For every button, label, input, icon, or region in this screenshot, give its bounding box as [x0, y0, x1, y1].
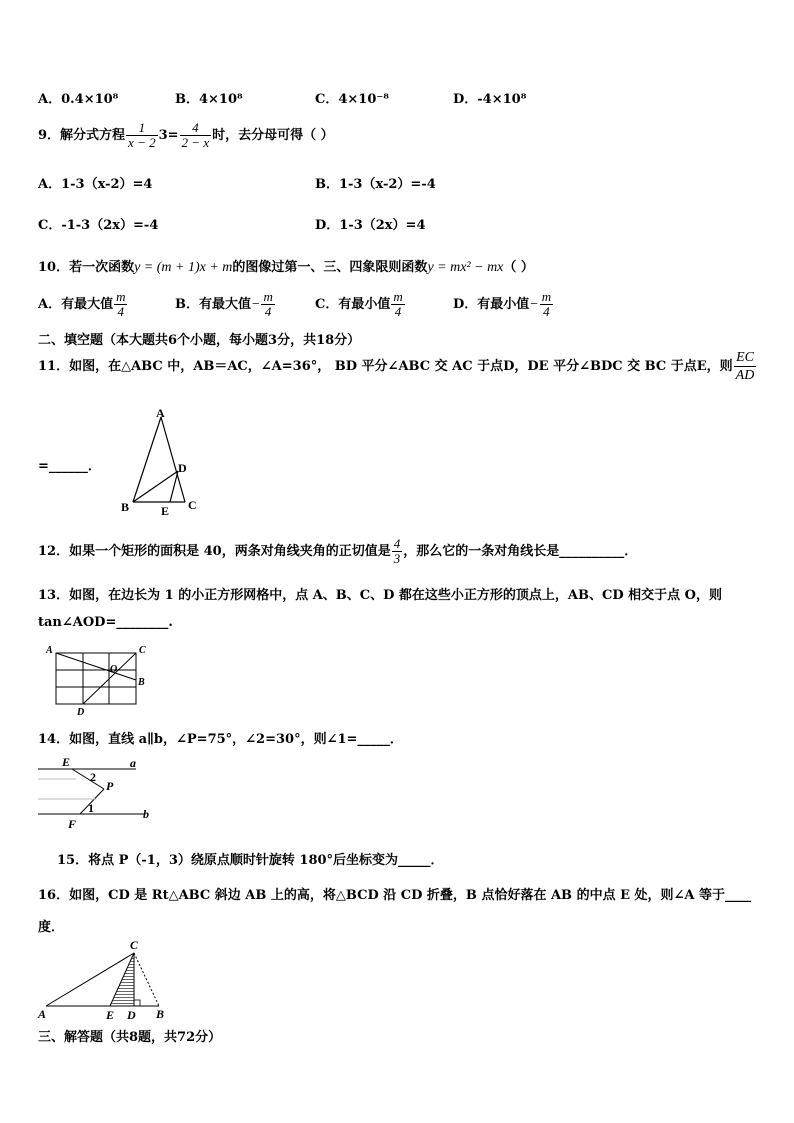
q16-label-d: D — [127, 1008, 136, 1021]
q9-option-b: B．1-3（x-2）=-4 — [315, 177, 436, 192]
q11-label-b: B — [121, 500, 130, 514]
q14-label-b: b — [143, 807, 149, 821]
q13-label-b: B — [138, 677, 145, 688]
q9-suffix: 时，去分母可得（ ） — [212, 128, 334, 143]
q9-option-a: A．1-3（x-2）=4 — [38, 177, 153, 192]
q10-c-label: C．有最小值 — [315, 297, 391, 312]
q16-side-cb-dashed — [134, 953, 159, 1006]
q13-grid-border — [56, 653, 136, 704]
q9-prefix: 9．解分式方程 — [38, 128, 126, 143]
q11-label-c: C — [188, 498, 197, 512]
q10-b-den: 4 — [264, 304, 272, 319]
q9-fraction-2 — [180, 121, 212, 150]
q11-stem — [38, 349, 757, 384]
q16-label-c: C — [130, 938, 139, 952]
q13-label-o: O — [110, 664, 118, 675]
q10-a-label: A．有最大值 — [38, 297, 114, 312]
q14-label-2: 2 — [90, 770, 96, 784]
q16-right-angle-mark — [134, 1000, 140, 1006]
q13-label-a: A — [46, 645, 53, 656]
q13-label-c: C — [139, 645, 146, 656]
q14-label-a: a — [130, 756, 136, 770]
q13-label-d: D — [77, 707, 85, 718]
section-2-heading: 二、填空题（本大题共6个小题，每小题3分，共18分） — [38, 333, 361, 348]
q12-fraction — [392, 537, 403, 566]
q12-prefix: 12．如果一个矩形的面积是 40，两条对角线夹角的正切值是 — [38, 544, 391, 559]
q12-frac-den: 3 — [393, 551, 401, 566]
q10-option-a — [38, 290, 128, 319]
q12-suffix: ，那么它的一条对角线长是__________． — [403, 544, 638, 559]
q11-label-e: E — [161, 504, 170, 515]
q10-stem — [38, 256, 534, 276]
q9-mid: 3= — [158, 128, 179, 143]
q14-label-f: F — [68, 817, 77, 831]
q16-line2: 度． — [38, 920, 65, 935]
q11-frac-num: EC — [734, 349, 757, 367]
section-3-heading: 三、解答题（共8题，共72分） — [38, 1030, 222, 1045]
q11-text: 11．如图，在△ABC 中，AB＝AC，∠A=36°， BD 平分∠ABC 交 AC 于点D，DE 平分∠BDC 交 BC 于点E，则 — [38, 359, 733, 374]
q13-grid-figure — [44, 643, 154, 718]
q10-a-num: m — [116, 289, 126, 304]
q9-fraction-1 — [126, 121, 158, 150]
q10-c-frac — [391, 290, 404, 319]
q10-d-den: 4 — [543, 304, 550, 319]
q10-d-frac — [540, 290, 553, 319]
q10-eq2: y = mx² − mx — [427, 260, 504, 275]
q15-stem: 15．将点 P（-1，3）绕原点顺时针旋转 180°后坐标变为_____． — [57, 853, 444, 868]
q14-figure — [36, 752, 161, 832]
q10-suffix: （ ） — [503, 260, 534, 275]
q14-label-1: 1 — [88, 801, 94, 815]
q14-label-p: P — [106, 779, 114, 793]
q9-f2-num: 4 — [180, 121, 212, 136]
q16-label-e: E — [106, 1008, 115, 1021]
q10-b-frac — [261, 290, 274, 319]
q16-label-b: B — [156, 1007, 165, 1021]
q10-prefix: 10．若一次函数 — [38, 260, 135, 275]
q10-b-num: m — [263, 289, 273, 304]
q10-d-num: m — [541, 289, 552, 304]
q10-c-den: 4 — [394, 304, 402, 319]
q14-label-e: E — [62, 755, 71, 769]
q10-c-num: m — [393, 289, 403, 304]
q11-label-d: D — [178, 461, 187, 475]
q10-d-label: D．有最小值 — [453, 297, 530, 312]
q9-f2-den: 2 − x — [181, 135, 210, 150]
q10-eq1: y = (m + 1)x + m — [134, 260, 233, 275]
q9-stem — [38, 121, 334, 150]
q14-segment-ep — [72, 769, 104, 789]
q12-frac-num: 4 — [393, 536, 401, 551]
q16-label-a: A — [38, 1007, 47, 1021]
q16-line1: 16．如图，CD 是 Rt△ABC 斜边 AB 上的高，将△BCD 沿 CD 折叠，B 点恰好落在 AB 的中点 E 处，则∠A 等于____ — [38, 888, 752, 903]
q11-fraction — [734, 349, 757, 384]
q8-option-d: D．-4×10⁸ — [453, 92, 527, 107]
q13-line1: 13．如图，在边长为 1 的小正方形网格中，点 A、B、C、D 都在这些小正方形的顶点上，AB、CD 相交于点 O，则 — [38, 588, 723, 603]
q13-segment-ab — [56, 653, 136, 680]
q10-a-den: 4 — [117, 304, 125, 319]
q10-option-c — [315, 290, 406, 319]
q10-a-frac — [114, 290, 127, 319]
q10-option-d — [453, 290, 554, 319]
q9-option-c: C．-1-3（2x）=-4 — [38, 218, 159, 233]
q11-side-ab — [133, 417, 161, 502]
q13-line2: tan∠AOD=________. — [38, 615, 173, 630]
q9-f1-num: 1 — [126, 121, 158, 136]
q9-f1-den: x − 2 — [128, 135, 156, 150]
q11-figure — [115, 405, 205, 515]
q16-hatched-triangle — [110, 953, 134, 1006]
q10-d-sign: − — [529, 297, 539, 312]
q10-b-label: B．有最大值 — [175, 297, 251, 312]
q11-blank: =______． — [38, 459, 101, 474]
q8-option-a: A．0.4×10⁸ — [38, 92, 119, 107]
q8-option-b: B．4×10⁸ — [175, 92, 243, 107]
q16-figure — [34, 936, 174, 1021]
q11-frac-den: AD — [735, 368, 755, 383]
q8-option-c: C．4×10⁻⁸ — [315, 92, 389, 107]
q14-stem: 14．如图，直线 a∥b，∠P=75°，∠2=30°，则∠1=_____． — [38, 732, 403, 747]
q10-option-b — [175, 290, 276, 319]
q11-label-a: A — [156, 406, 165, 420]
q10-b-sign: − — [251, 297, 261, 312]
q9-option-d: D．1-3（2x）=4 — [315, 218, 426, 233]
q12-stem — [38, 537, 637, 566]
q10-mid: 的图像过第一、三、四象限则函数 — [232, 260, 428, 275]
